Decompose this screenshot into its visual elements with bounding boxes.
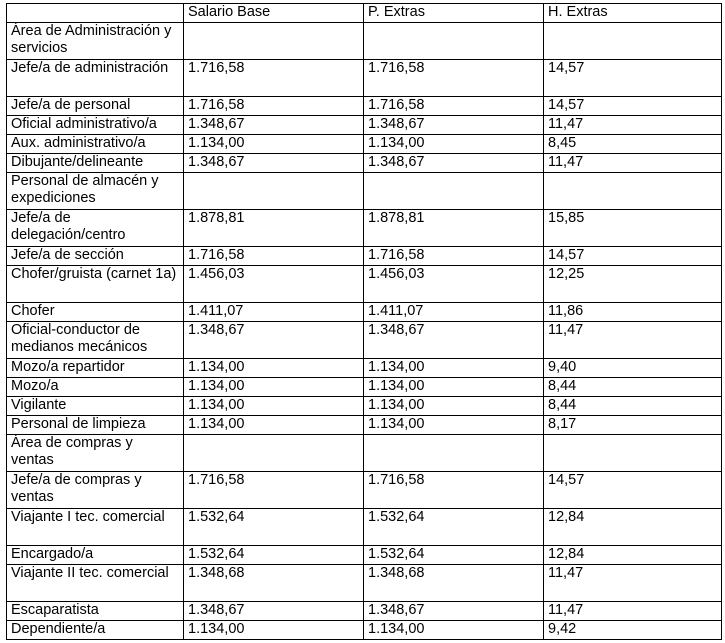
- row-label-cell: Jefe/a de personal: [7, 97, 184, 116]
- table-row: [7, 23, 722, 60]
- h-extras-cell: 11,47: [544, 565, 722, 602]
- row-label-cell: Personal de almacén y expediciones: [7, 173, 184, 210]
- h-extras-cell: 11,47: [544, 322, 722, 359]
- h-extras-cell: 14,57: [544, 60, 722, 97]
- row-label-cell: Área de Administración y servicios: [7, 23, 184, 60]
- h-extras-cell: 15,85: [544, 210, 722, 247]
- h-extras-cell: 9,42: [544, 621, 722, 640]
- h-extras-cell: 14,57: [544, 247, 722, 266]
- p-extras-cell: 1.716,58: [364, 472, 544, 509]
- row-label-cell: Jefe/a de sección: [7, 247, 184, 266]
- table-row: [7, 509, 722, 546]
- p-extras-cell: [364, 23, 544, 60]
- table-row: [7, 135, 722, 154]
- h-extras-cell: 8,44: [544, 378, 722, 397]
- salary-table: [6, 3, 722, 640]
- salario-base-cell: 1.348,67: [184, 154, 364, 173]
- p-extras-cell: 1.348,68: [364, 565, 544, 602]
- salario-base-cell: [184, 173, 364, 210]
- row-label-cell: Jefe/a de compras y ventas: [7, 472, 184, 509]
- table-row: [7, 116, 722, 135]
- row-label-cell: Mozo/a: [7, 378, 184, 397]
- header-cell-category: [7, 4, 184, 23]
- row-label-cell: Dependiente/a: [7, 621, 184, 640]
- h-extras-cell: 14,57: [544, 97, 722, 116]
- salario-base-cell: 1.134,00: [184, 135, 364, 154]
- h-extras-cell: 14,57: [544, 472, 722, 509]
- p-extras-cell: 1.532,64: [364, 509, 544, 546]
- row-label-cell: Aux. administrativo/a: [7, 135, 184, 154]
- table-row: [7, 546, 722, 565]
- salario-base-cell: 1.134,00: [184, 397, 364, 416]
- table-row: [7, 60, 722, 97]
- p-extras-cell: 1.716,58: [364, 247, 544, 266]
- h-extras-cell: 11,47: [544, 602, 722, 621]
- table-row: [7, 565, 722, 602]
- h-extras-cell: [544, 173, 722, 210]
- table-row: [7, 322, 722, 359]
- row-label-cell: Mozo/a repartidor: [7, 359, 184, 378]
- p-extras-cell: 1.134,00: [364, 621, 544, 640]
- h-extras-cell: 8,45: [544, 135, 722, 154]
- h-extras-cell: 8,17: [544, 416, 722, 435]
- salario-base-cell: 1.532,64: [184, 509, 364, 546]
- salario-base-cell: 1.716,58: [184, 60, 364, 97]
- p-extras-cell: 1.134,00: [364, 397, 544, 416]
- row-label-cell: Chofer/gruista (carnet 1a): [7, 266, 184, 303]
- salario-base-cell: 1.348,68: [184, 565, 364, 602]
- table-row: [7, 472, 722, 509]
- row-label-cell: Viajante II tec. comercial: [7, 565, 184, 602]
- p-extras-cell: 1.134,00: [364, 378, 544, 397]
- salario-base-cell: 1.716,58: [184, 247, 364, 266]
- table-body: [7, 23, 722, 640]
- table-row: [7, 173, 722, 210]
- salario-base-cell: 1.134,00: [184, 378, 364, 397]
- table-row: [7, 247, 722, 266]
- salario-base-cell: [184, 435, 364, 472]
- h-extras-cell: 12,84: [544, 546, 722, 565]
- table-row: [7, 210, 722, 247]
- h-extras-cell: 11,86: [544, 303, 722, 322]
- p-extras-cell: 1.134,00: [364, 416, 544, 435]
- table-row: [7, 397, 722, 416]
- h-extras-cell: 11,47: [544, 116, 722, 135]
- salario-base-cell: [184, 23, 364, 60]
- table-row: [7, 416, 722, 435]
- salario-base-cell: 1.348,67: [184, 602, 364, 621]
- row-label-cell: Escaparatista: [7, 602, 184, 621]
- p-extras-cell: 1.134,00: [364, 135, 544, 154]
- header-cell-salario-base: Salario Base: [184, 4, 364, 23]
- h-extras-cell: [544, 23, 722, 60]
- h-extras-cell: 12,84: [544, 509, 722, 546]
- salario-base-cell: 1.348,67: [184, 322, 364, 359]
- row-label-cell: Jefe/a de administración: [7, 60, 184, 97]
- table-row: [7, 266, 722, 303]
- p-extras-cell: 1.456,03: [364, 266, 544, 303]
- table-row: [7, 435, 722, 472]
- salario-base-cell: 1.348,67: [184, 116, 364, 135]
- salario-base-cell: 1.532,64: [184, 546, 364, 565]
- h-extras-cell: 11,47: [544, 154, 722, 173]
- p-extras-cell: 1.532,64: [364, 546, 544, 565]
- p-extras-cell: [364, 435, 544, 472]
- h-extras-cell: 12,25: [544, 266, 722, 303]
- salario-base-cell: 1.134,00: [184, 359, 364, 378]
- salario-base-cell: 1.716,58: [184, 472, 364, 509]
- row-label-cell: Chofer: [7, 303, 184, 322]
- h-extras-cell: [544, 435, 722, 472]
- h-extras-cell: 8,44: [544, 397, 722, 416]
- salario-base-cell: 1.134,00: [184, 621, 364, 640]
- salario-base-cell: 1.134,00: [184, 416, 364, 435]
- p-extras-cell: 1.348,67: [364, 116, 544, 135]
- header-cell-p-extras: P. Extras: [364, 4, 544, 23]
- table-row: [7, 97, 722, 116]
- salario-base-cell: 1.456,03: [184, 266, 364, 303]
- table-row: [7, 303, 722, 322]
- p-extras-cell: 1.411,07: [364, 303, 544, 322]
- table-row: [7, 359, 722, 378]
- row-label-cell: Jefe/a de delegación/centro: [7, 210, 184, 247]
- p-extras-cell: 1.348,67: [364, 602, 544, 621]
- table-row: [7, 378, 722, 397]
- row-label-cell: Dibujante/delineante: [7, 154, 184, 173]
- p-extras-cell: 1.716,58: [364, 60, 544, 97]
- row-label-cell: Oficial administrativo/a: [7, 116, 184, 135]
- header-row: [7, 4, 722, 23]
- p-extras-cell: 1.348,67: [364, 154, 544, 173]
- p-extras-cell: [364, 173, 544, 210]
- salario-base-cell: 1.878,81: [184, 210, 364, 247]
- row-label-cell: Oficial-conductor de medianos mecánicos: [7, 322, 184, 359]
- table-row: [7, 154, 722, 173]
- row-label-cell: Área de compras y ventas: [7, 435, 184, 472]
- table-row: [7, 621, 722, 640]
- salario-base-cell: 1.716,58: [184, 97, 364, 116]
- row-label-cell: Vigilante: [7, 397, 184, 416]
- header-cell-h-extras: H. Extras: [544, 4, 722, 23]
- p-extras-cell: 1.134,00: [364, 359, 544, 378]
- p-extras-cell: 1.716,58: [364, 97, 544, 116]
- row-label-cell: Personal de limpieza: [7, 416, 184, 435]
- p-extras-cell: 1.878,81: [364, 210, 544, 247]
- table-row: [7, 602, 722, 621]
- h-extras-cell: 9,40: [544, 359, 722, 378]
- row-label-cell: Encargado/a: [7, 546, 184, 565]
- salario-base-cell: 1.411,07: [184, 303, 364, 322]
- row-label-cell: Viajante I tec. comercial: [7, 509, 184, 546]
- p-extras-cell: 1.348,67: [364, 322, 544, 359]
